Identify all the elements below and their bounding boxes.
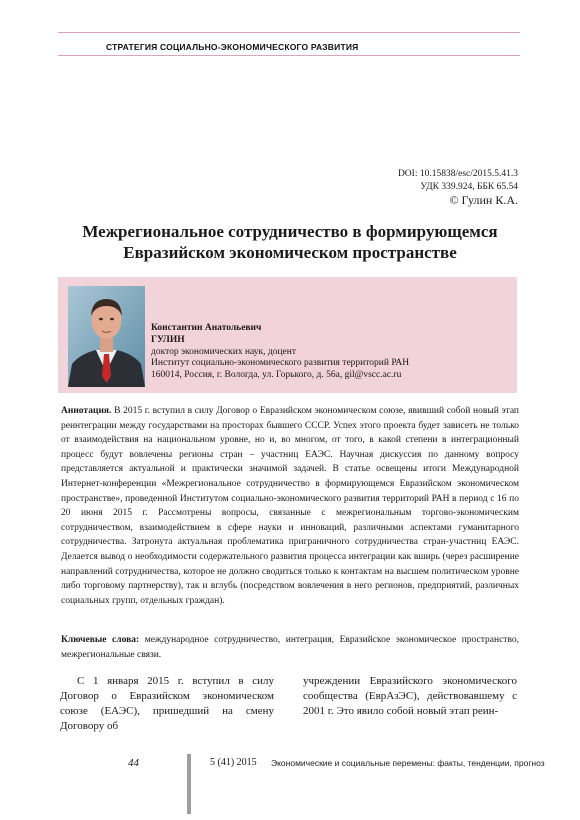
journal-title: Экономические и социальные перемены: факты, тенденции, прогноз [271, 758, 545, 768]
keywords-label: Ключевые слова: [61, 635, 140, 645]
header-top-rule [58, 32, 520, 33]
article-meta [398, 168, 518, 207]
header-bottom-rule [58, 55, 520, 56]
title-line-1: Межрегиональное сотрудничество в формирующемся [82, 222, 498, 241]
body-column-left: С 1 января 2015 г. вступил в силу Договор о Евразийском экономическом союзе (ЕАЭС), пришедший на смену Договору об [60, 675, 274, 732]
author-degree: доктор экономических наук, доцент [151, 346, 297, 357]
author-info [151, 323, 409, 382]
section-title: СТРАТЕГИЯ СОЦИАЛЬНО-ЭКОНОМИЧЕСКОГО РАЗВИТИЯ [106, 42, 359, 52]
author-first-names: Константин Анатольевич [151, 323, 262, 333]
author-address: 160014, Россия, г. Вологда, ул. Горького, д. 56а, gil@vscc.ac.ru [151, 370, 402, 381]
article-title [60, 221, 520, 263]
footer-divider [187, 754, 191, 814]
doi: DOI: 10.15838/esc/2015.5.41.3 [397, 169, 518, 179]
author-institution: Институт социально-экономического развития территорий РАН [151, 358, 410, 369]
udk: УДК 339.924, ББК 65.54 [420, 182, 518, 192]
copyright: © Гулин К.А. [449, 193, 518, 207]
title-line-2: Евразийском экономическом пространстве [123, 243, 457, 262]
keywords-text: международное сотрудничество, интеграция, Евразийское экономическое пространство, межрегиональные связи. [61, 635, 519, 660]
abstract-text: В 2015 г. вступил в силу Договор о Евразийском экономическом союзе, явивший собой новый этап реинтеграции между государствами на просторах бывшего СССР. Успех этого проекта будет зависеть не только от взаимодействия на национальном уровне, но и, во многом, от того, в какой степени в интеграционный процесс будут вовлечены регионы стран – участниц ЕАЭС. Научная дискуссия по данному вопросу представляется актуальной и практически значимой задачей. В статье освещены итоги Международной Интернет-конференции «Межрегиональное сотрудничество в формирующемся Евразийском экономическом пространстве», проведенной Институтом социально-экономического развития территорий РАН в период с 16 по 20 июня 2015 г. Рассмотрены вопросы, связанные с межрегиональным торгово-экономическим сотрудничеством, взаимодействием в сфере науки и инноваций, различными аспектами гуманитарного сотрудничества. Затронута актуальная проблематика приграничного сотрудничества стран-участниц ЕАЭС. Делается вывод о необходимости содержательного развития процесса интеграции как вширь (через расширение направлений сотрудничества, которое не должно сводиться только к контактам на высшем политическом уровне либо торговому партнерству), так и вглубь (посредством вовлечения в него регионов, предприятий, различных социальных групп, отдельных граждан). [61, 406, 520, 606]
issue-number: 5 (41) 2015 [210, 757, 257, 768]
abstract [61, 404, 519, 608]
keywords [61, 633, 519, 662]
body-column-right: учреждении Евразийского экономического сообщества (ЕврАзЭС), действовавшему с 2001 г. Это явило собой новый этап реин- [303, 675, 517, 717]
author-surname: ГУЛИН [151, 334, 185, 345]
author-box [58, 277, 517, 393]
abstract-label: Аннотация. [61, 406, 112, 416]
page-number: 44 [128, 757, 139, 769]
author-photo [68, 286, 145, 387]
